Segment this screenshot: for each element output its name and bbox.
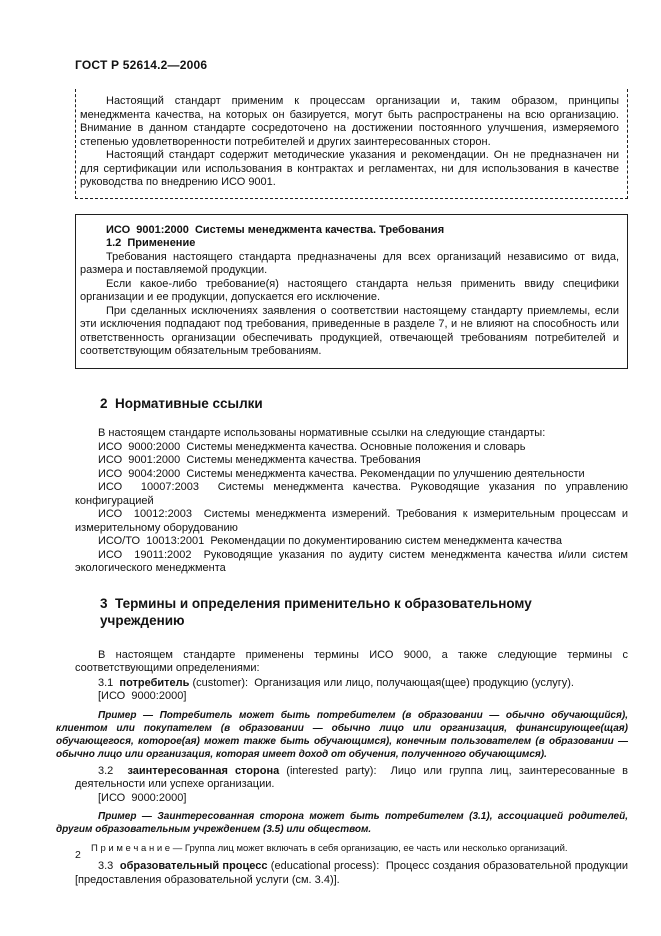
section-2-intro: В настоящем стандарте использованы нормативные ссылки на следующие стандарты: [98,427,546,439]
term-example: Пример — Заинтересованная сторона может быть потребителем (3.1), ассоциацией родителей, другим образовательным учреждением (3.5) или обществом. [56,811,628,835]
term-text: (interested party): Лицо или группа лиц, заинтересованные в деятельности или успехе организации. [75,764,632,790]
iso-excerpt-paragraph: При сделанных исключениях заявления о соответствии настоящему стандарту приемлемы, если эти исключения подпадают под требования, приведенные в разделе 7, и не влияют на способность или ответственность организации обеспечивать продукцией, отвечающей требованиям потребителей и соответствующим обязательным требованиям. [80,304,619,357]
iso-excerpt-paragraph: Требования настоящего стандарта предназначены для всех организаций независимо от вида, размера и поставляемой продукции. [80,250,619,276]
term-definition-3-1 [75,677,628,691]
standard-reference: ИСО/ТО 10013:2001 Рекомендации по документированию систем менеджмента качества [98,535,563,547]
term-text: (customer): Организация или лицо, получающая(щее) продукцию (услугу). [189,676,574,689]
term-text: (educational process): Процесс создания образовательной продукции [предоставления образовательной услуги (см. 3.4)]. [75,860,632,886]
term-number: 3.1 [98,676,114,689]
iso-9001-excerpt-box [75,214,628,369]
scope-paragraph: Настоящий стандарт применим к процессам организации и, таким образом, принципы менеджмента качества, на которых он базируется, могут быть распространены на всю организацию. Внимание в данном стандарте сосредоточено на достижении постоянного улучшения, измеряемого степенью удовлетворенности потребителей и других заинтересованных сторон. [80,95,619,148]
term-name: образовательный процесс [119,860,268,872]
standard-reference: ИСО 10007:2003 Системы менеджмента качества. Руководящие указания по управлению конфигурацией [75,481,632,507]
section-3-title: 3 Термины и определения применительно к образовательному учреждению [100,595,536,628]
term-source-reference: [ИСО 9000:2000] [98,690,187,702]
term-number: 3.3 [98,860,114,872]
document-header-title: ГОСТ Р 52614.2—2006 [75,58,208,72]
page-number: 2 [75,849,81,861]
scope-continuation-box [75,89,628,199]
standard-reference: ИСО 9004:2000 Системы менеджмента качества. Рекомендации по улучшению деятельности [98,467,585,480]
term-definition-3-3 [75,860,632,887]
iso-excerpt-clause-heading: 1.2 Применение [106,237,196,249]
term-definition-3-2 [75,764,632,792]
term-note: П р и м е ч а н и е — Группа лиц может включать в себя организацию, ее часть или несколько организаций. [91,843,568,854]
section-3-intro: В настоящем стандарте применены термины ИСО 9000, а также следующие термины с соответствующими определениями: [75,648,628,674]
term-example: Пример — Потребитель может быть потребителем (в образовании — обычно обучающийся), клиентом или покупателем (в образовании — обычно лицо или организация, финансирующее(щая) обучающегося, которое(ая) может также быть обучающимся), конечным пользователем (в образовании — обычно лицо или организация, которая имеет доход от обучения, полученного обучающимся). [56,709,628,760]
scope-paragraph: Настоящий стандарт содержит методические указания и рекомендации. Он не предназначен ни для сертификации или использования в контрактах и регламентах, ни для использования в качестве руководства по внедрению ИСО 9001. [80,149,619,188]
iso-excerpt-paragraph: Если какое-либо требование(я) настоящего стандарта нельзя применить ввиду специфики организации и ее продукции, допускается его исключение. [80,277,619,303]
standard-reference: ИСО 19011:2002 Руководящие указания по аудиту систем менеджмента качества и/или систем экологического менеджмента [75,548,632,574]
iso-excerpt-title: ИСО 9001:2000 Системы менеджмента качества. Требования [106,223,445,236]
term-name: заинтересованная сторона [127,764,280,777]
term-source-reference: [ИСО 9000:2000] [98,791,187,804]
standard-reference: ИСО 10012:2003 Системы менеджмента измерений. Требования к измерительным процессам и измерительному оборудованию [75,508,632,534]
standard-reference: ИСО 9000:2000 Системы менеджмента качества. Основные положения и словарь [98,440,526,453]
term-name: потребитель [119,676,190,689]
standard-reference: ИСО 9001:2000 Системы менеджмента качества. Требования [98,454,421,466]
section-2-title: 2 Нормативные ссылки [100,395,263,411]
term-number: 3.2 [98,764,114,777]
